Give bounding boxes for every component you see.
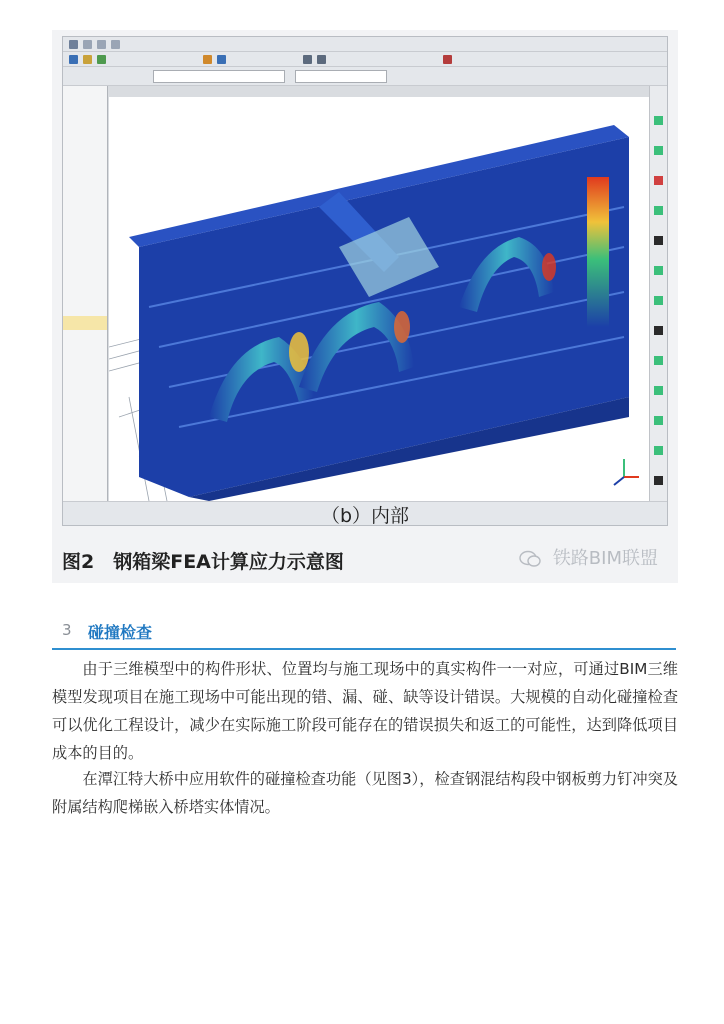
tool-icon [303,55,312,64]
model-tree-panel [63,86,108,501]
tool-icon [69,55,78,64]
tool-icon [317,55,326,64]
section-title: 碰撞检查 [88,623,153,642]
selector-bar [63,67,667,86]
menu-icon [83,40,92,49]
palette-icon [654,266,663,275]
section-number: 3 [62,621,72,639]
palette-icon [654,116,663,125]
figure-subcaption: （b）内部 [320,505,410,527]
palette-icon [654,476,663,485]
palette-icon [654,386,663,395]
stress-contour-model [109,97,649,501]
selected-tree-row [63,316,107,330]
palette-icon [654,416,663,425]
tool-icon [83,55,92,64]
axis-triad [614,459,639,485]
file-selector [153,70,285,83]
watermark-text: 铁路BIM联盟 [552,548,658,569]
menu-icon [97,40,106,49]
palette-icon [654,296,663,305]
view-selector [295,70,387,83]
body-paragraph: 在潭江特大桥中应用软件的碰撞检查功能（见图3），检查钢混结构段中钢板剪力钉冲突及附属结构爬梯嵌入桥塔实体情况。 [52,770,678,816]
high-stress-web [587,177,609,327]
fea-viewport [109,97,649,501]
palette-icon [654,146,663,155]
palette-icon [654,446,663,455]
menu-icon [111,40,120,49]
body-paragraph: 由于三维模型中的构件形状、位置均与施工现场中的真实构件一一对应，可通过BIM三维模型发现项目在施工现场中可能出现的错、漏、碰、缺等设计错误。大规模的自动化碰撞检查可以优化工程设计，减少在实际施工阶段可能存在的错误损失和返工的可能性，达到降低项目成本的目的。 [52,660,678,762]
menu-icon [69,40,78,49]
wechat-logo-icon [519,550,541,568]
palette-icon [654,356,663,365]
figure-panel [52,30,678,583]
figure-caption: 图2 钢箱梁FEA计算应力示意图 [62,551,344,573]
tool-icon [203,55,212,64]
watermark [519,544,658,570]
tool-icon [443,55,452,64]
toolbar [63,52,667,67]
right-tool-palette [649,86,667,501]
section-heading [52,618,676,650]
tool-icon [97,55,106,64]
tool-icon [217,55,226,64]
palette-icon [654,176,663,185]
palette-icon [654,236,663,245]
palette-icon [654,206,663,215]
menu-bar [63,37,667,52]
fea-software-screenshot [62,36,668,526]
palette-icon [654,326,663,335]
